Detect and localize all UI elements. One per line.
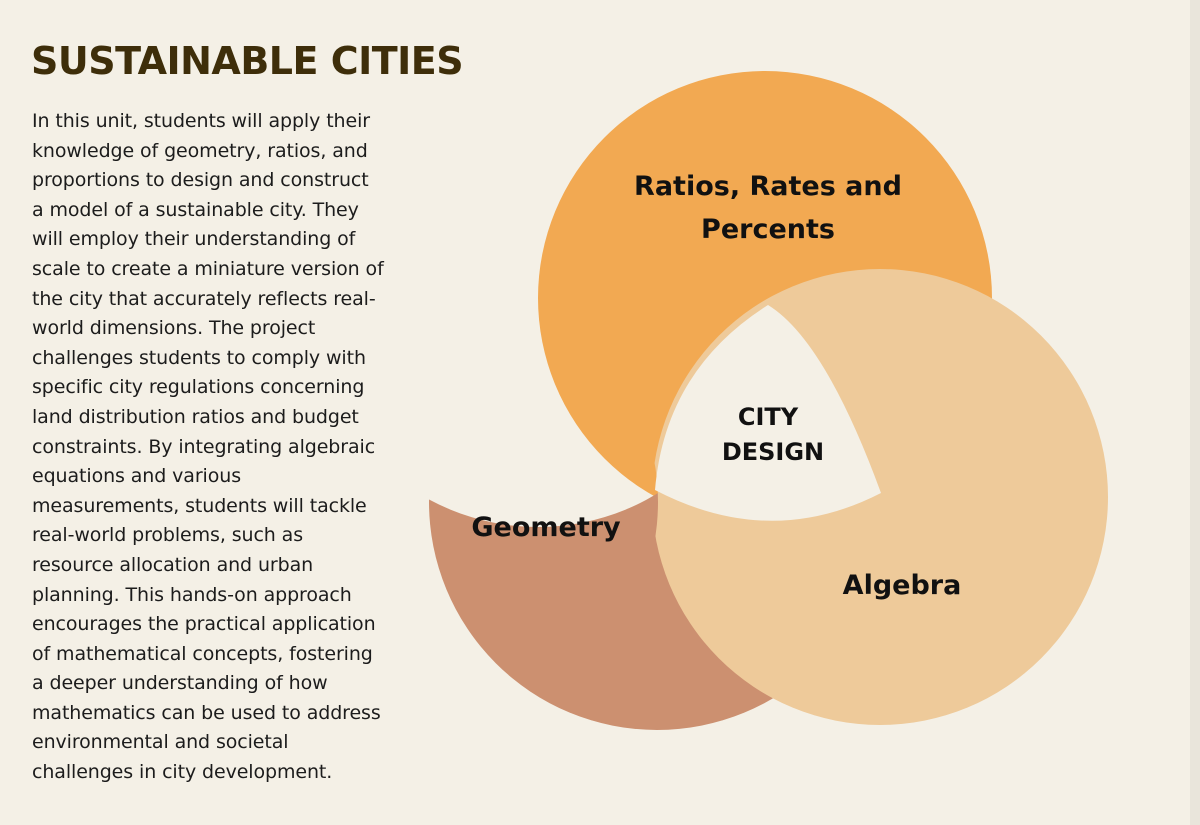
label-city-design-line1: CITY [737, 403, 799, 431]
description-line: proportions to design and construct [32, 169, 369, 192]
description-line: mathematics can be used to address [32, 701, 381, 724]
description-line: of mathematical concepts, fostering [32, 642, 373, 665]
label-algebra: Algebra [842, 570, 962, 601]
description-line: constraints. By integrating algebraic [32, 435, 376, 458]
description-line: specific city regulations concerning [32, 376, 365, 399]
description-line: world dimensions. The project [32, 317, 316, 340]
description-line: knowledge of geometry, ratios, and [32, 139, 368, 162]
description-line: resource allocation and urban [32, 553, 314, 576]
description-line: land distribution ratios and budget [32, 405, 359, 428]
label-ratios-line2: Percents [701, 214, 835, 245]
description-line: real-world problems, such as [32, 524, 304, 547]
description-line: encourages the practical application [32, 613, 376, 636]
label-city-design-line2: DESIGN [721, 438, 825, 466]
label-geometry: Geometry [471, 512, 621, 543]
description-line: will employ their understanding of [32, 228, 356, 251]
scrollbar-strip [1190, 0, 1200, 825]
description-line: equations and various [32, 465, 241, 488]
description-line: challenges students to comply with [32, 346, 366, 369]
description-line: measurements, students will tackle [32, 494, 367, 517]
description-line: environmental and societal [32, 731, 289, 754]
label-ratios-line1: Ratios, Rates and [634, 171, 902, 202]
description-line: the city that accurately reflects real- [32, 287, 376, 310]
description-line: In this unit, students will apply their [32, 110, 370, 132]
description-line: challenges in city development. [32, 761, 333, 784]
page-title: SUSTAINABLE CITIES [31, 39, 464, 83]
description-line: scale to create a miniature version of [32, 257, 384, 280]
description-line: a model of a sustainable city. They [32, 198, 359, 221]
description-line: a deeper understanding of how [32, 672, 328, 695]
description-line: planning. This hands-on approach [32, 583, 352, 606]
